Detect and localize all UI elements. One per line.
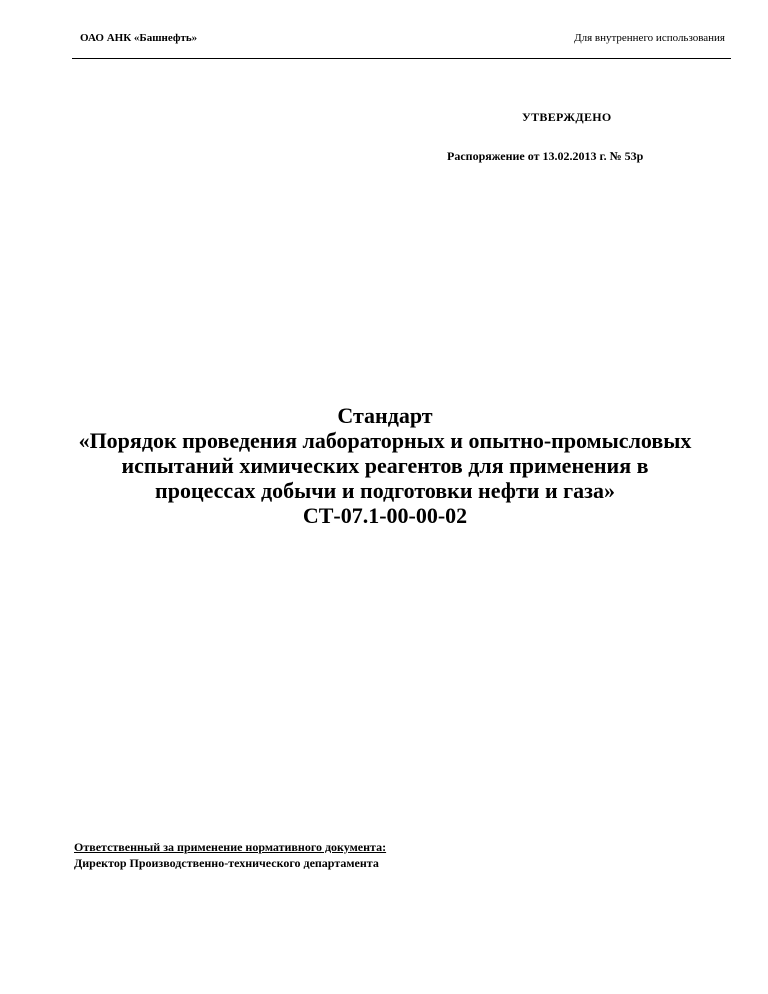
document-title-block: [40, 403, 730, 528]
classification-label: Для внутреннего использования: [574, 32, 725, 44]
page-header: [72, 30, 731, 59]
approval-order: Распоряжение от 13.02.2013 г. № 53р: [447, 149, 644, 163]
document-type: Стандарт: [337, 403, 433, 428]
document-title-line: испытаний химических реагентов для применения в: [121, 453, 649, 478]
document-title-line: процессах добычи и подготовки нефти и газа»: [155, 478, 615, 503]
document-title-line: «Порядок проведения лабораторных и опытно-промысловых: [78, 428, 692, 453]
approval-title: УТВЕРЖДЕНО: [522, 110, 612, 124]
company-name: ОАО АНК «Башнефть»: [80, 32, 198, 44]
responsible-label: Ответственный за применение нормативного документа:: [74, 840, 387, 854]
responsible-role: Директор Производственно-технического департамента: [74, 856, 379, 870]
document-code: СТ-07.1-00-00-02: [302, 503, 468, 528]
